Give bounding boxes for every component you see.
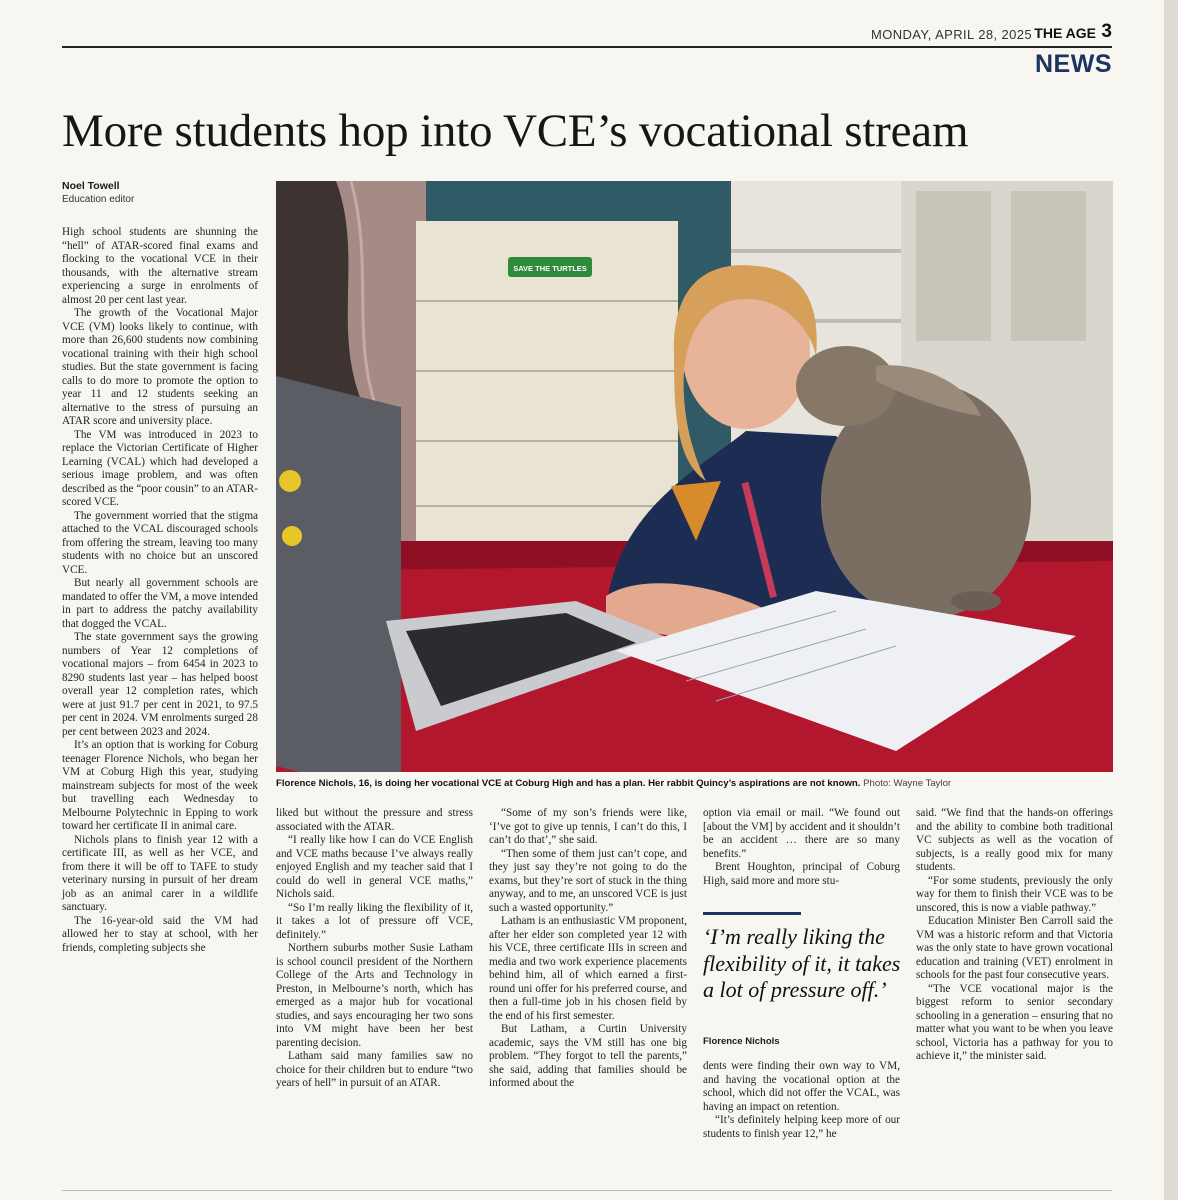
paragraph: liked but without the pressure and stress associated with the ATAR. — [276, 807, 473, 833]
paragraph: Nichols plans to finish year 12 with a certificate III, as well as her VCE, and from there it will be off to TAFE to study veterinary nursing in pursuit of her dream job as an animal carer in a wildlife sanctuary. — [62, 833, 258, 913]
cabinet-door — [1011, 191, 1086, 341]
paragraph: “It’s definitely helping keep more of our students to finish year 12,” he — [703, 1114, 900, 1140]
article-column-5 — [916, 807, 1113, 1064]
laptop-sticker — [282, 526, 302, 546]
paragraph: The growth of the Vocational Major VCE (VM) looks likely to continue, with more than 26,600 students now combining vocational training with their high school studies. But the state government is facing calls to do more to promote the option to year 11 and 12 students seeking an alternative to the stress of pursuing an ATAR score and university place. — [62, 307, 258, 427]
headline: More students hop into VCE’s vocational stream — [62, 105, 969, 157]
paragraph: Education Minister Ben Carroll said the VM was a historic reform and that Victoria was the only state to have grown vocational education and training (VET) enrolment in schools for the past four consecutive years. — [916, 915, 1113, 981]
paragraph: “The VCE vocational major is the biggest reform to senior secondary schooling in a generation – ensuring that no matter what you want to be when you leave school, Victoria has a pathway for you to achieve it,” the minister said. — [916, 982, 1113, 1062]
paragraph: option via email or mail. “We found out [about the VM] by accident and it shouldn’t be an accident … there are so many benefits.” — [703, 807, 900, 860]
pull-quote: ‘I’m really liking the flexibility of it, it takes a lot of pressure off.’ — [703, 924, 901, 1002]
cabinet-door — [916, 191, 991, 341]
paragraph: But Latham, a Curtin University academic, says the VM still has one big problem. “They forgot to tell the parents,” she said, adding that families should be informed about the — [489, 1023, 687, 1089]
article-column-2 — [276, 807, 473, 1091]
caption-text: Florence Nichols, 16, is doing her vocational VCE at Coburg High and has a plan. Her rabbit Quincy’s aspirations are not known. — [276, 778, 861, 789]
article-column-1 — [62, 226, 258, 955]
page-number: 3 — [1101, 21, 1112, 42]
paragraph: “I really like how I can do VCE English and VCE maths because I’ve always really enjoyed English and my teacher said that I could do well in general VCE maths,” Nichols said. — [276, 834, 473, 900]
paragraph: “Some of my son’s friends were like, ‘I’ve got to give up tennis, I can’t do this, I can’t do that’,” she said. — [489, 807, 687, 846]
byline-role: Education editor — [62, 194, 135, 205]
paragraph: Brent Houghton, principal of Coburg High, said more and more stu- — [703, 861, 900, 887]
photo-illustration — [276, 181, 1113, 772]
paragraph: “For some students, previously the only way for them to finish their VCE was to be unscored, this is now a viable pathway.” — [916, 874, 1113, 914]
paragraph: Northern suburbs mother Susie Latham is school council president of the Northern College of the Arts and Technology in Preston, in Melbourne’s north, which has emerged as a major hub for vocational studies, and says encouraging her two sons into VM might have been her best parenting decision. — [276, 942, 473, 1049]
bottom-rule — [62, 1190, 1112, 1191]
photo-caption — [276, 778, 1116, 789]
paragraph: High school students are shunning the “hell” of ATAR-scored final exams and flocking to the vocational VCE in their thousands, with the alternative stream experiencing a surge in enrolments of almost 20 per cent last year. — [62, 226, 258, 306]
paragraph: The state government says the growing numbers of Year 12 completions of vocational majors – from 6454 in 2023 to 8290 students last year – has helped boost overall year 12 completion rates, which were at just 91.7 per cent in 2021, to 97.5 per cent in 2024. VM enrolments surged 28 per cent between 2023 and 2024. — [62, 631, 258, 738]
pull-quote-attribution: Florence Nichols — [703, 1036, 780, 1047]
pull-quote-rule — [703, 912, 801, 915]
paragraph: The VM was introduced in 2023 to replace the Victorian Certificate of Higher Learning (VCAL) which had developed a serious image problem, and was often described as the “poor cousin” to an ATAR-scored VCE. — [62, 428, 258, 508]
article-column-4-top — [703, 807, 900, 888]
photo-credit: Photo: Wayne Taylor — [863, 778, 952, 789]
article-column-3 — [489, 807, 687, 1091]
paragraph: It’s an option that is working for Coburg teenager Florence Nichols, who began her VM at Coburg High this year, studying mainstream subjects for most of the week but travelling each Wednesday to Melbourne Polytechnic in Epping to work toward her certificate II in animal care. — [62, 739, 258, 832]
paragraph: The 16-year-old said the VM had allowed her to stay at school, with her friends, completing subjects she — [62, 914, 258, 954]
byline-name: Noel Towell — [62, 180, 120, 192]
rabbit-head — [796, 346, 896, 426]
masthead — [62, 22, 1112, 48]
laptop-screen — [276, 376, 401, 772]
paragraph: said. “We find that the hands-on offerings and the ability to combine both traditional VC subjects as well as the vocation of subjects, is a really good mix for many students. — [916, 807, 1113, 873]
sticker-text: SAVE THE TURTLES — [513, 264, 587, 273]
paragraph: “Then some of them just can’t cope, and they just say they’re not going to do the exams, but they’re sort of stuck in the thing anyway, and to me, an unscored VCE is just such a wasted opportunity.” — [489, 847, 687, 914]
page-edge — [1164, 0, 1178, 1200]
article-photo — [276, 181, 1113, 772]
rabbit-foot — [951, 591, 1001, 611]
paragraph: dents were finding their own way to VM, and having the vocational option at the school, which did not offer the VCAL, was having an impact on retention. — [703, 1060, 900, 1113]
laptop-sticker — [279, 470, 301, 492]
paragraph: The government worried that the stigma attached to the VCAL discouraged schools from offering the stream, leaving too many students with no choice but an unscored VCE. — [62, 509, 258, 576]
masthead-publication: THE AGE — [1034, 25, 1096, 41]
paragraph: “So I’m really liking the flexibility of it, it takes a lot of pressure off VCE, definitely.” — [276, 901, 473, 941]
paragraph: Latham is an enthusiastic VM proponent, after her elder son completed year 12 with his VCE, three certificate IIIs in screen and media and two work experience placements behind him, all of which earned a first-round uni offer for his preferred course, and then a full-time job in his chosen field by the end of his first semester. — [489, 915, 687, 1022]
section-label: NEWS — [1035, 50, 1112, 78]
masthead-date: MONDAY, APRIL 28, 2025 — [870, 27, 1032, 42]
article-column-4-bottom — [703, 1060, 900, 1141]
paragraph: Latham said many families saw no choice for their children but to endure “two years of hell” in pursuit of an ATAR. — [276, 1050, 473, 1089]
paragraph: But nearly all government schools are mandated to offer the VM, a move intended in part to address the patchy availability that dogged the VCAL. — [62, 577, 258, 630]
